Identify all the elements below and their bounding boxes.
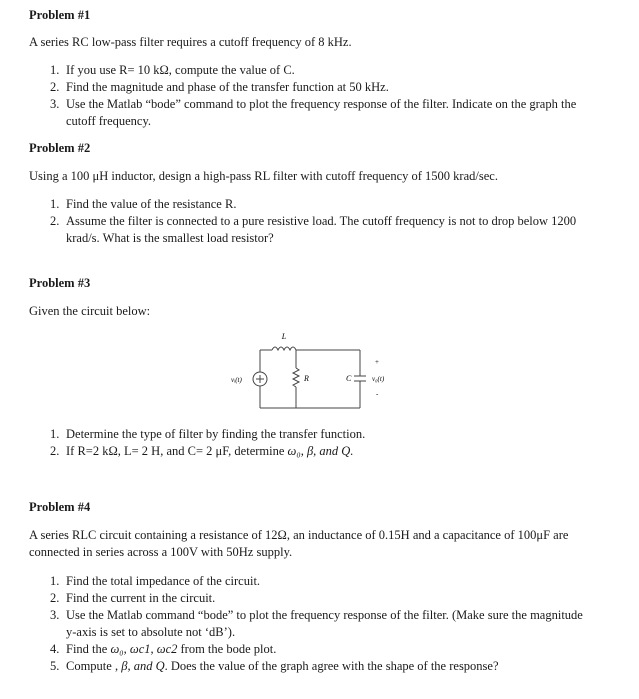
list-item — [29, 426, 365, 443]
label-c: C — [346, 374, 352, 383]
list-item — [29, 658, 583, 675]
item-number: 2. — [50, 80, 60, 94]
item-number: 2. — [50, 444, 60, 458]
label-vin: vᵢ(t) — [231, 376, 242, 384]
list-item — [29, 213, 576, 247]
item-text-continued: krad/s. What is the smallest load resistor? — [66, 231, 274, 245]
item-number: 4. — [50, 642, 60, 656]
item-text: Find the value of the resistance R. — [66, 197, 237, 211]
list-item — [29, 443, 365, 460]
item-number: 1. — [50, 427, 60, 441]
list-item — [29, 62, 576, 79]
list-item — [29, 641, 583, 658]
label-plus: + — [375, 358, 379, 366]
problem-4-intro-line-1: A series RLC circuit containing a resistance of 12Ω, an inductance of 0.15H and a capacitance of 100μF are — [29, 528, 569, 542]
item-math: ω₀, ωc1, ωc2 — [110, 642, 178, 656]
inductor-symbol — [272, 347, 296, 350]
item-number: 2. — [50, 214, 60, 228]
item-text: Find the total impedance of the circuit. — [66, 574, 261, 588]
item-text: If you use R= 10 kΩ, compute the value of C. — [66, 63, 295, 77]
item-number: 2. — [50, 591, 60, 605]
resistor-symbol — [293, 368, 299, 387]
item-text: Compute , — [66, 659, 122, 673]
item-text-continued: cutoff frequency. — [66, 114, 152, 128]
item-text: Determine the type of filter by finding the transfer function. — [66, 427, 366, 441]
circuit-diagram — [222, 328, 402, 418]
item-number: 3. — [50, 608, 60, 622]
list-item — [29, 590, 583, 607]
item-number: 1. — [50, 574, 60, 588]
item-text: Find the — [66, 642, 111, 656]
problem-4-intro-line-2: connected in series across a 100V with 50Hz supply. — [29, 545, 293, 559]
problem-1-intro: A series RC low-pass filter requires a cutoff frequency of 8 kHz. — [29, 35, 352, 49]
problem-3-heading: Problem #3 — [29, 276, 91, 290]
item-math: ω₀, β, and Q. — [287, 444, 354, 458]
problem-2-list — [29, 196, 576, 247]
list-item — [29, 573, 583, 590]
item-text-continued: y-axis is set to absolute not ‘dB’). — [66, 625, 236, 639]
label-l: L — [281, 332, 287, 341]
problem-4-list — [29, 573, 583, 675]
item-number: 5. — [50, 659, 60, 673]
item-text: If R=2 kΩ, L= 2 H, and C= 2 μF, determine — [66, 444, 288, 458]
item-number: 3. — [50, 97, 60, 111]
item-text: Use the Matlab command “bode” to plot the frequency response of the filter. (Make sure the magnitude — [66, 608, 583, 622]
item-number: 1. — [50, 197, 60, 211]
list-item — [29, 79, 576, 96]
item-text: Find the current in the circuit. — [66, 591, 216, 605]
label-vout: v₀(t) — [372, 375, 385, 383]
item-text: Use the Matlab “bode” command to plot the frequency response of the filter. Indicate on the graph the — [66, 97, 577, 111]
problem-4-heading: Problem #4 — [29, 500, 91, 514]
problem-3-list — [29, 426, 365, 460]
item-text: from the bode plot. — [177, 642, 277, 656]
item-number: 1. — [50, 63, 60, 77]
item-text: Find the magnitude and phase of the transfer function at 50 kHz. — [66, 80, 389, 94]
label-r: R — [304, 374, 309, 383]
problem-1-heading: Problem #1 — [29, 8, 91, 22]
item-math: β, and Q — [121, 659, 165, 673]
item-text: . Does the value of the graph agree with the shape of the response? — [164, 659, 499, 673]
list-item — [29, 607, 583, 641]
list-item — [29, 96, 576, 130]
problem-1-list — [29, 62, 576, 130]
list-item — [29, 196, 576, 213]
problem-2-intro: Using a 100 μH inductor, design a high-pass RL filter with cutoff frequency of 1500 krad/sec. — [29, 169, 498, 183]
problem-2-heading: Problem #2 — [29, 141, 91, 155]
label-minus: - — [376, 390, 379, 398]
problem-3-intro: Given the circuit below: — [29, 304, 151, 318]
item-text: Assume the filter is connected to a pure resistive load. The cutoff frequency is not to drop below 1200 — [66, 214, 577, 228]
